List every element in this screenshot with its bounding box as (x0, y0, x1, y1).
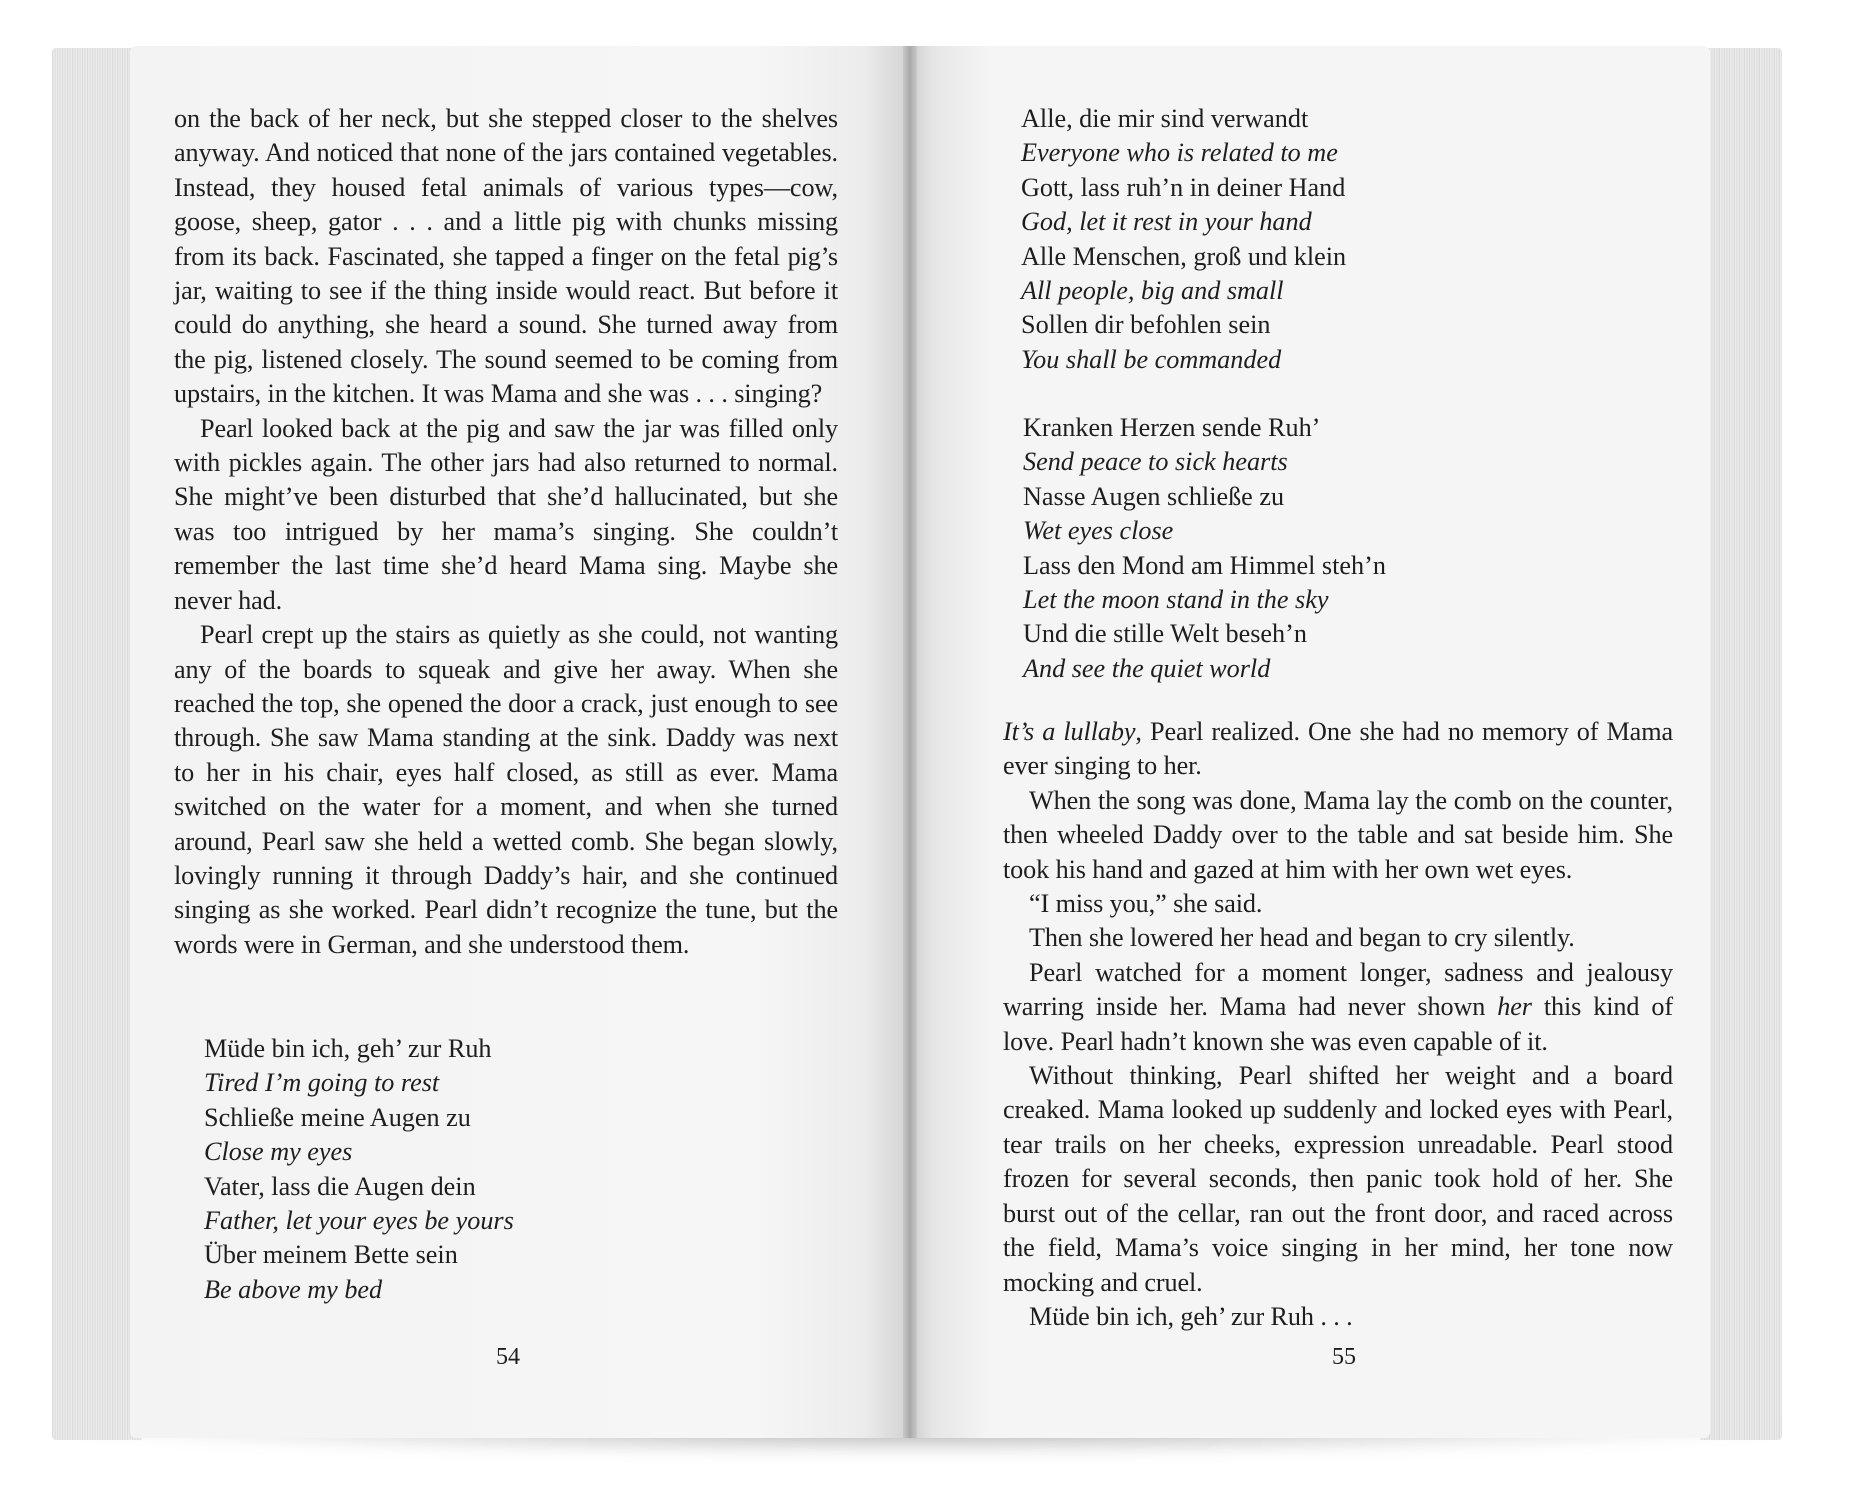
right-paragraph-1-text: , Pearl realized. One she had no memory of Mama ever singing to her. (1003, 717, 1673, 781)
right-page-prose (1003, 715, 1673, 1334)
verse-line-english: Close my eyes (204, 1137, 353, 1167)
right-paragraph-2: When the song was done, Mama lay the comb on the counter, then wheeled Daddy over to the table and sat beside him. She took his hand and gazed at him with her own wet eyes. (1003, 785, 1673, 884)
verse-line-german: Alle Menschen, groß und klein (1021, 241, 1347, 271)
left-paragraph-2: Pearl looked back at the pig and saw the jar was filled only with pickles again. The other jars had also returned to normal. She might’ve been disturbed that she’d hallucinated, but she was too intrigued by her mama’s singing. She couldn’t remember the last time she’d heard Mama sing. Maybe she never had. (174, 413, 838, 615)
left-paragraph-1: on the back of her neck, but she stepped closer to the shelves anyway. And noticed that none of the jars contained vegetables. Instead, they housed fetal animals of various types—cow, goose, sheep, gator . . . and a little pig with chunks missing from its back. Fascinated, she tapped a finger on the fetal pig’s jar, waiting to see if the thing inside would react. But before it could do anything, she heard a sound. She turned away from the pig, listened closely. The sound seemed to be coming from upstairs, in the kitchen. It was Mama and she was . . . singing? (174, 104, 838, 409)
verse-line-german: Müde bin ich, geh’ zur Ruh (204, 1034, 492, 1063)
left-paragraph-3: Pearl crept up the stairs as quietly as she could, not wanting any of the boards to squeak and give her away. When she reached the top, she opened the door a crack, just enough to see through. She saw Mama standing at the sink. Daddy was next to her in his chair, eyes half closed, as still as ever. Mama switched on the water for a moment, and when she turned around, Pearl saw she held a wetted comb. She began slowly, lovingly running it through Daddy’s hair, and she continued singing as she worked. Pearl didn’t recognize the tune, but the words were in German, and she understood them. (174, 620, 838, 959)
right-paragraph-5-start: Pearl watched for a moment longer, sadness and jealousy warring inside her. Mama had never shown (1003, 957, 1673, 1022)
right-paragraph-4: Then she lowered her head and began to cry silently. (1029, 923, 1575, 953)
left-page-number: 54 (496, 1344, 520, 1370)
verse-line-german: Und die stille Welt beseh’n (1023, 619, 1307, 649)
right-page-verse-1 (1021, 102, 1346, 377)
left-page-edges (52, 48, 142, 1440)
verse-line-english: You shall be commanded (1021, 344, 1282, 374)
verse-line-english: Let the moon stand in the sky (1023, 585, 1329, 615)
right-page-number: 55 (1332, 1344, 1356, 1370)
verse-line-german: Sollen dir befohlen sein (1021, 310, 1271, 340)
verse-line-german: Alle, die mir sind verwandt (1021, 104, 1309, 133)
verse-line-english: Everyone who is related to me (1021, 138, 1338, 168)
verse-line-english: Send peace to sick hearts (1023, 447, 1288, 477)
book-gutter (903, 46, 917, 1438)
verse-line-german: Gott, lass ruh’n in deiner Hand (1021, 172, 1346, 202)
verse-line-german: Lass den Mond am Himmel steh’n (1023, 550, 1386, 580)
verse-line-german: Kranken Herzen sende Ruh’ (1023, 413, 1321, 442)
verse-line-english: And see the quiet world (1023, 653, 1271, 683)
verse-line-english: All people, big and small (1021, 276, 1284, 306)
verse-line-english: Wet eyes close (1023, 516, 1174, 546)
verse-line-german: Vater, lass die Augen dein (204, 1171, 476, 1201)
verse-line-english: Tired I’m going to rest (204, 1068, 440, 1098)
right-paragraph-6: Without thinking, Pearl shifted her weight and a board creaked. Mama looked up suddenly and locked eyes with Pearl, tear trails on her cheeks, expression unreadable. Pearl stood frozen for several seconds, then panic took hold of her. She burst out of the cellar, ran out the front door, and raced across the field, Mama’s voice singing in her mind, her tone now mocking and cruel. (1003, 1061, 1673, 1297)
verse-line-german: Nasse Augen schließe zu (1023, 481, 1285, 511)
verse-line-german: Über meinem Bette sein (204, 1240, 458, 1270)
verse-line-english: God, let it rest in your hand (1021, 207, 1312, 237)
right-page-verse-2 (1023, 411, 1386, 686)
right-page-edges (1700, 48, 1782, 1440)
verse-line-german: Schließe meine Augen zu (204, 1102, 471, 1132)
lullaby-emphasis: It’s a lullaby (1003, 717, 1136, 746)
right-paragraph-1 (1003, 715, 1673, 784)
verse-line-english: Be above my bed (204, 1274, 383, 1304)
left-page-prose (174, 102, 838, 962)
right-paragraph-5-end: this kind of love. Pearl hadn’t known she was even capable of it. (1003, 992, 1673, 1056)
right-paragraph-3: “I miss you,” she said. (1029, 889, 1263, 919)
verse-line-english: Father, let your eyes be yours (204, 1206, 514, 1236)
right-paragraph-7: Müde bin ich, geh’ zur Ruh . . . (1029, 1301, 1353, 1331)
left-page-verse (204, 1032, 514, 1307)
her-emphasis: her (1497, 992, 1532, 1022)
right-paragraph-5 (1003, 956, 1673, 1059)
